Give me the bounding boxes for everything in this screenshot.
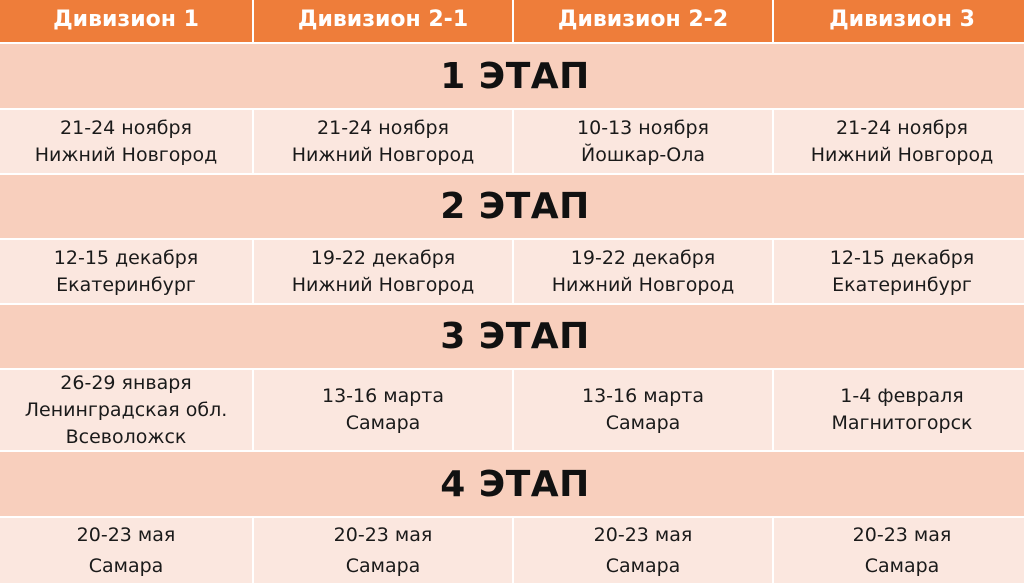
stage-2-division-2-2-cell	[514, 240, 772, 303]
header-division-2-1: Дивизион 2-1	[254, 0, 512, 42]
cell-city: Нижний Новгород	[551, 273, 735, 296]
cell-city: Самара	[345, 412, 421, 434]
cell-city: Йошкар-Ола	[580, 143, 705, 166]
stage-1-division-2-1-cell	[254, 110, 512, 173]
stage-4-division-2-1-cell	[254, 518, 512, 583]
cell-city: Всеволожск	[65, 425, 187, 448]
stage-4-division-1-cell	[0, 518, 252, 583]
stage-2-title: 2 ЭТАП	[0, 175, 1024, 238]
cell-dates: 20-23 мая	[852, 523, 952, 546]
stage-3-division-2-2-cell	[514, 370, 772, 450]
cell-dates: 21-24 ноября	[60, 116, 192, 139]
cell-city: Самара	[88, 554, 164, 577]
stage-4-title: 4 ЭТАП	[0, 452, 1024, 516]
stage-3-title: 3 ЭТАП	[0, 305, 1024, 368]
stage-1-division-2-2-cell	[514, 110, 772, 173]
stage-3-division-3-cell	[774, 370, 1024, 450]
cell-dates: 12-15 декабря	[829, 246, 975, 269]
cell-city: Самара	[605, 554, 681, 577]
cell-dates: 10-13 ноября	[577, 116, 709, 139]
cell-city: Самара	[345, 554, 421, 577]
cell-city: Нижний Новгород	[291, 143, 475, 166]
stage-3-division-2-1-cell	[254, 370, 512, 450]
cell-city: Самара	[864, 554, 940, 577]
cell-dates: 12-15 декабря	[53, 246, 199, 269]
cell-dates: 20-23 мая	[333, 523, 433, 546]
cell-dates: 20-23 мая	[76, 523, 176, 546]
stage-4-division-2-2-cell	[514, 518, 772, 583]
cell-dates: 19-22 декабря	[570, 246, 716, 269]
stage-1-division-1-cell	[0, 110, 252, 173]
header-division-3: Дивизион 3	[774, 0, 1024, 42]
cell-city: Самара	[605, 412, 681, 434]
cell-city: Магнитогорск	[831, 412, 973, 434]
stage-2-division-3-cell	[774, 240, 1024, 303]
header-division-1: Дивизион 1	[0, 0, 252, 42]
cell-city: Екатеринбург	[56, 273, 196, 296]
stage-2-division-2-1-cell	[254, 240, 512, 303]
cell-dates: 26-29 января	[60, 371, 192, 394]
cell-dates: 1-4 февраля	[840, 385, 964, 407]
stage-4-division-3-cell	[774, 518, 1024, 583]
cell-city: Нижний Новгород	[291, 273, 475, 296]
cell-dates: 19-22 декабря	[310, 246, 456, 269]
cell-region: Ленинградская обл.	[24, 398, 228, 421]
stage-3-division-1-cell	[0, 370, 252, 450]
stage-1-title: 1 ЭТАП	[0, 44, 1024, 108]
cell-city: Нижний Новгород	[34, 143, 218, 166]
cell-dates: 20-23 мая	[593, 523, 693, 546]
stage-2-division-1-cell	[0, 240, 252, 303]
cell-city: Нижний Новгород	[810, 143, 994, 166]
cell-dates: 13-16 марта	[582, 385, 704, 407]
cell-dates: 21-24 ноября	[836, 116, 968, 139]
cell-city: Екатеринбург	[832, 273, 972, 296]
stage-1-division-3-cell	[774, 110, 1024, 173]
header-division-2-2: Дивизион 2-2	[514, 0, 772, 42]
cell-dates: 21-24 ноября	[317, 116, 449, 139]
cell-dates: 13-16 марта	[322, 385, 444, 407]
